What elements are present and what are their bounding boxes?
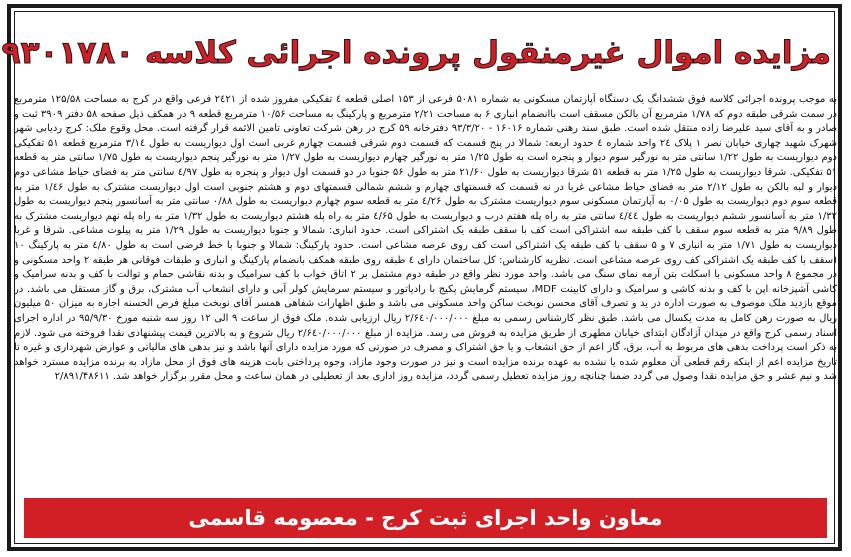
notice-title: مزایده اموال غیرمنقول پرونده اجرائی کلاسه ۹۳۰۱۷۸۰ <box>1 35 831 71</box>
signature-banner <box>24 498 827 538</box>
notice-body: به موجب پرونده اجرائی کلاسه فوق ششدانگ یک دستگاه آپارتمان مسکونی به شماره ۵۰۸۱ فرعی از ۱۵۳ اصلی قطعه ٤ تفکیکی مفروز شده از ۲٤۲۱ فرعی واقع در کرج به مساحت ۱۲۵/۵۸ مترمربع در سمت شرقی طبقه دوم که ۱/۷۸ مترمربع آن بالکن مسقف است باانضمام انباری ۶ به مساحت ۲/۲۱ مترمربع و پارکینگ به مساحت ۱۰/۵۶ مترمربع قطعه ۹ در همکف ذیل صفحه ۵۸ دفتر ۳۹۰۹ ثبت و صادر و به آقای سید علیرضا زاده منتقل شده است. طبق سند رهنی شماره ۱۶۰۱۶ - ۹۳/۳/۲۰ دفترخانه ۵۹ کرج در رهن شرکت تعاونی تامین الائمه قرار گرفته است. محل وقوع ملک: کرج ردیابی شهر شهرک شهید چهاری خیابان نصر ۱ پلاک ۲٤ واحد شماره ٤ حدود اربعه: شمالا در پنج قسمت که قسمت دوم شرقی قسمت چهارم غربی است اول دیواریست به طول ۳/۱٤ مترمربع قطعه ۵۱ تفکیکی دوم دیواریست به طول ۱/۲۲ سانتی متر به نورگیر سوم دیوار و پنجره است به طول ۱/۲۵ متر به نورگیر چهارم دیواریست به طول ۱/۲۷ متر به نورگیر پنجم دیواریست به طول ۱/۷۵ سانتی متر به قطعه ۵۱ تفکیکی. شرقا دیواریست به طول ۱/۲۵ متر به قطعه ۵۱ شرقا دیواریست به طول ۲۱/۶۰ متر به طول ۵۶ جنوبا در دو قسمت اول دیوار و پنجره به طول ٤/۹۷ سانتی متر به فضای حیاط مشاعی دوم دیوار و لبه بالکن به طول ۲/۱۲ متر به فضای حیاط مشاعی غربا در نه قسمت که قسمتهای چهارم و ششم شمالی قسمتهای دوم و هشتم جنوبی است اول دیواریست مشترک به طول ۱/٤۶ متر به قطعه سوم دوم دیواریست به طول ۰/۰۵ به آپارتمان مسکونی سوم دیواریست مشترک به طول ٤/۲۶ متر به قطعه سوم چهارم دیواریست به طول ۰/۸۸ سانتی متر به آسانسور پنجم دیواریست به طول ۱/۳۲ متر به آسانسور ششم دیواریست به طول ٤/٤٤ سانتی متر به راه پله هفتم درب و دیواریست به طول ٤/۶۵ متر به راه پله هشتم دیواریست به طول ۱/۳۲ متر به راه پله نهم دیواریست مشترک به طول ۹/۸۹ متر به قطعه سوم سقف با کف طبقه سه اشتراکی است کف با سقف طبقه یک اشتراکی است. حدود انباری: شمالا و جنوبا دیواریست به طول ۱/۲۹ متر به پیلوت مشاعی. شرقا و غربا دیواریست به طول ۱/۷۱ متر به انباری ۷ و ۵ سقف با کف طبقه یک اشتراکی است کف روی عرصه مشاعی است. حدود پارکینگ: شمالا و جنوبا با خط فرضی است به طول ٤/۸۰ متر به پارکینگ ۱۰ (سقف با کف طبقه یک اشتراکی کف روی عرصه مشاعی است. نظریه کارشناس: کل ساختمان دارای ٤ طبقه روی طبقه همکف بانضمام پارکینگ و انباری و طبقات فوقانی هر طبقه ۲ واحد مسکونی و در مجموع ۸ واحد مسکونی با اسکلت بتن آرمه نمای سنگ می باشد. واحد مورد نظر واقع در طبقه دوم مشتمل بر ۲ اتاق خواب با کف سرامیک و بدنه نقاشی حمام و توالت با کف و بدنه سرامیک و کاشی آشپزخانه اپن با کف و بدنه کاشی و سرامیک و دارای کابینت MDF، سیستم گرمایش پکیج با رادیاتور و سیستم سرمایش کولر آبی و دارای انشعاب آب مشترک، برق و گاز مستقل می باشد. در موقع بازدید ملک موصوف به صورت اداره در ید و تصرف آقای محسن نوبخت ساکن واحد مسکونی می باشد و طبق اظهارات شفاهی همسر آقای نوبخت مبلغ فرض الحسنه اجاره به میزان ۵۰ میلیون ریال به صورت رهن کامل به مدت یکسال می باشد. طبق نظر کارشناس رسمی به مبلغ ۲/۶٤۰/۰۰۰/۰۰۰ ریال ارزیابی شده. ملک فوق از ساعت ۹ الی ۱۲ روز سه شنبه مورخ ۹۵/۹/۳۰ در اداره اجرای اسناد رسمی کرج واقع در میدان آزادگان ابتدای خیابان مطهری از طریق مزایده به فروش می رسد. مزایده از مبلغ ۲/۶٤۰/۰۰۰/۰۰۰ ریال شروع و به بالاترین قیمت پیشنهادی نقدا فروخته می شود. لازم به ذکر است پرداخت بدهی های مربوط به آب، برق، گاز اعم از حق انشعاب و یا حق اشتراک و مصرف در صورتی که مورد مزایده دارای آنها باشد و نیز بدهی های مالیاتی و عوارض شهرداری و غیره تا تاریخ مزایده اعم از اینکه رقم قطعی آن معلوم شده یا نشده به عهده برنده مزایده است و نیز در صورت وجود مازاد، وجوه پرداختی بابت هزینه های فوق از محل مازاد به برنده مزایده مسترد خواهد شد و نیم عشر و حق مزایده نقدا وصول می گردد ضمنا چنانچه روز مزایده تعطیل رسمی گردد، مزایده روز اداری بعد از تعطیلی در همان ساعت و محل مقرر برگزار خواهد شد. ۲/۸۹۱/۴۸۶۱۱ <box>14 94 837 383</box>
signature-text: معاون واحد اجرای ثبت کرج - معصومه قاسمی <box>188 506 663 530</box>
